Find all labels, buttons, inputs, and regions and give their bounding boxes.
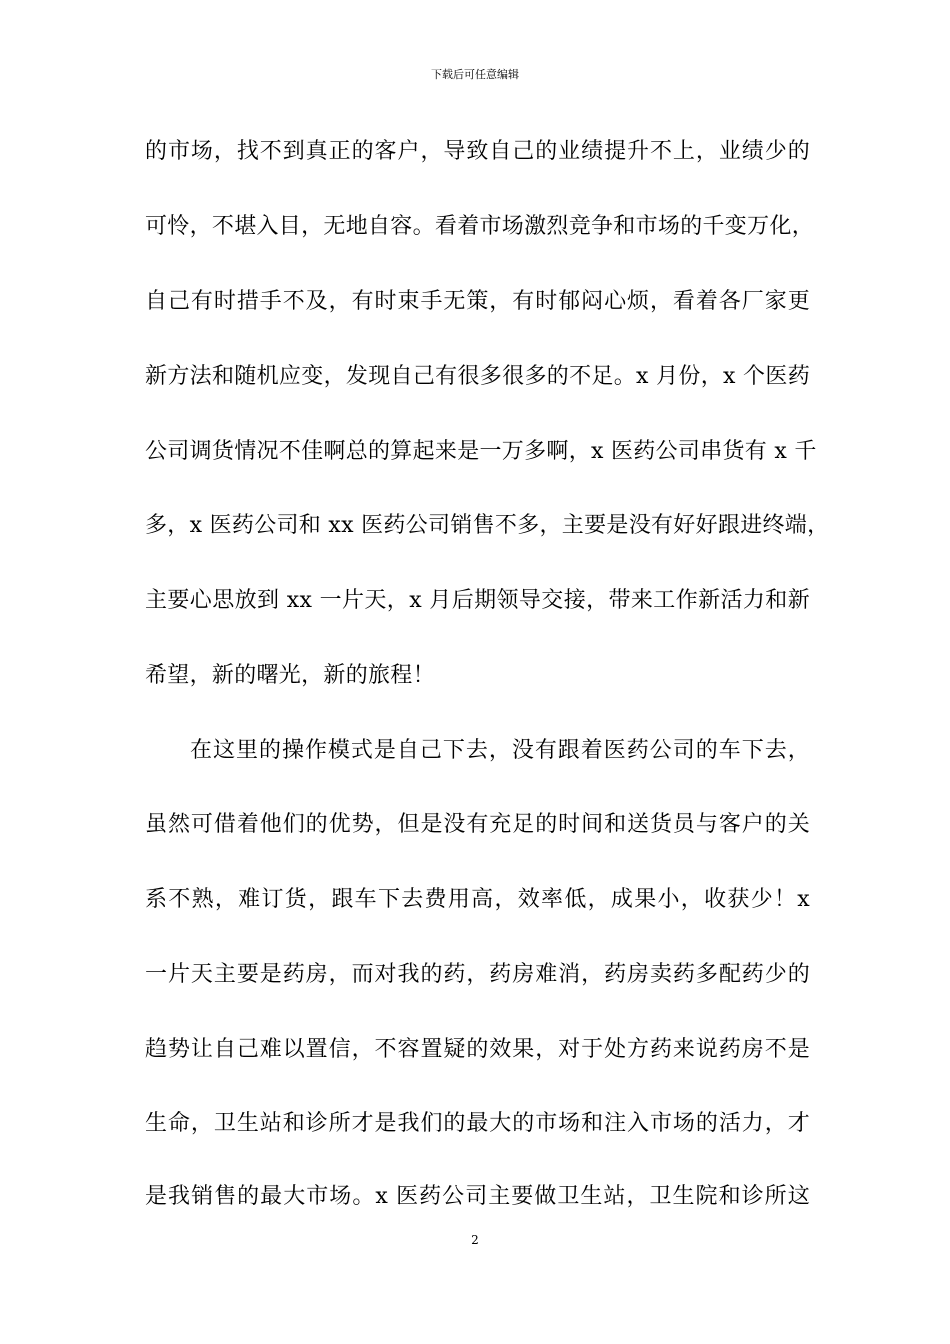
paragraph-line: 虽然可借着他们的优势，但是没有充足的时间和送货员与客户的关 (145, 812, 810, 837)
paragraph-line: 系不熟，难订货，跟车下去费用高，效率低，成果小，收获少！x (145, 887, 810, 912)
header-note: 下载后可任意编辑 (431, 68, 519, 81)
paragraph-line: 新方法和随机应变，发现自己有很多很多的不足。x 月份，x 个医药 (145, 364, 810, 389)
paragraph-line: 是我销售的最大市场。x 医药公司主要做卫生站，卫生院和诊所这 (145, 1184, 810, 1209)
paragraph-line: 可怜，不堪入目，无地自容。看着市场激烈竞争和市场的千变万化， (145, 214, 815, 239)
paragraph-line: 多，x 医药公司和 xx 医药公司销售不多，主要是没有好好跟进终端， (145, 513, 830, 538)
paragraph-first-line: 在这里的操作模式是自己下去，没有跟着医药公司的车下去， (190, 738, 810, 763)
paragraph-line: 一片天主要是药房，而对我的药，药房难消，药房卖药多配药少的 (145, 962, 810, 987)
paragraph-line: 的市场，找不到真正的客户，导致自己的业绩提升不上，业绩少的 (145, 139, 810, 164)
paragraph-line: 公司调货情况不佳啊总的算起来是一万多啊，x 医药公司串货有 x 千 (145, 439, 817, 464)
paragraph-line: 生命，卫生站和诊所才是我们的最大的市场和注入市场的活力，才 (145, 1111, 810, 1136)
paragraph-line: 趋势让自己难以置信，不容置疑的效果，对于处方药来说药房不是 (145, 1037, 810, 1062)
page-number: 2 (471, 1233, 479, 1247)
paragraph-line: 希望，新的曙光，新的旅程！ (145, 663, 435, 688)
paragraph-line: 主要心思放到 xx 一片天，x 月后期领导交接，带来工作新活力和新 (145, 588, 810, 613)
paragraph-line: 自己有时措手不及，有时束手无策，有时郁闷心烦，看着各厂家更 (145, 289, 810, 314)
